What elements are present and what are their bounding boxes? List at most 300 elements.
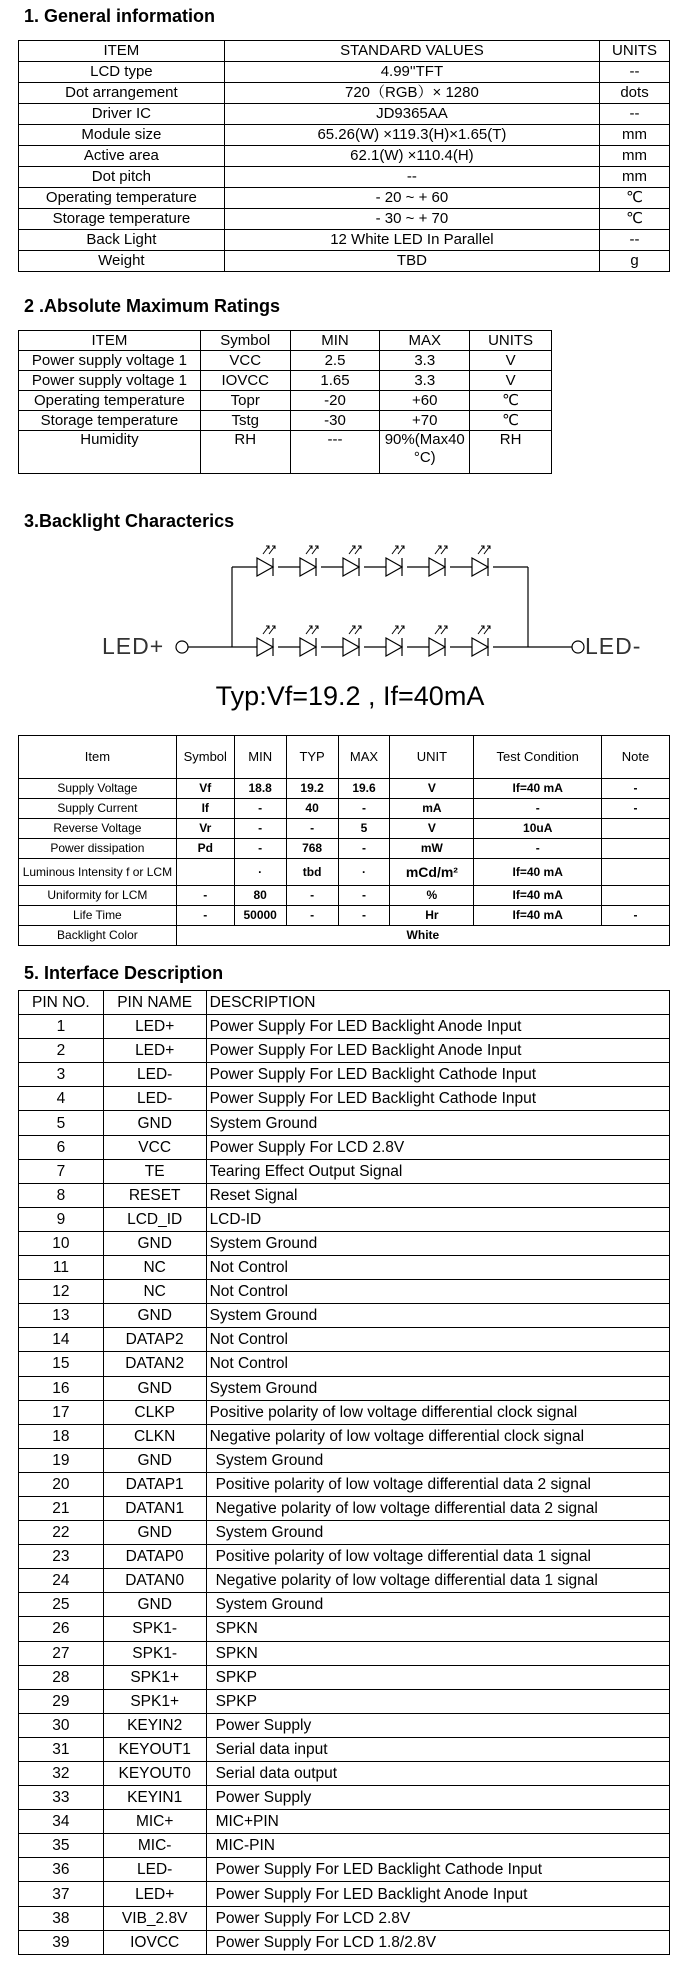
light-ray-icon bbox=[355, 546, 361, 554]
table-cell: If=40 mA bbox=[474, 859, 602, 886]
table-row bbox=[19, 1135, 670, 1159]
table-cell: System Ground bbox=[206, 1448, 669, 1472]
table-row bbox=[19, 839, 670, 859]
table-cell: 3.3 bbox=[380, 371, 470, 391]
table-cell: 12 White LED In Parallel bbox=[224, 230, 599, 251]
table-cell: 40 bbox=[286, 799, 338, 819]
table-cell: Power dissipation bbox=[19, 839, 177, 859]
table-cell: SPKN bbox=[206, 1641, 669, 1665]
table-cell: +60 bbox=[380, 391, 470, 411]
table-cell: Topr bbox=[200, 391, 290, 411]
table-cell: 27 bbox=[19, 1641, 104, 1665]
table-cell: 2.5 bbox=[290, 351, 380, 371]
table-cell: 19.6 bbox=[338, 779, 390, 799]
table-cell: SPKN bbox=[206, 1617, 669, 1641]
light-ray-icon bbox=[478, 546, 484, 554]
table-row bbox=[19, 1496, 670, 1520]
table-cell: 19 bbox=[19, 1448, 104, 1472]
table-cell: mA bbox=[390, 799, 474, 819]
table-cell: - bbox=[602, 779, 670, 799]
light-ray-icon bbox=[312, 626, 318, 634]
table-cell bbox=[602, 859, 670, 886]
table-cell: DATAP1 bbox=[103, 1472, 206, 1496]
table-cell: Serial data input bbox=[206, 1737, 669, 1761]
table-cell: 20 bbox=[19, 1472, 104, 1496]
table-cell: - bbox=[286, 906, 338, 926]
table-cell: ℃ bbox=[600, 209, 670, 230]
terminal-minus bbox=[572, 641, 584, 653]
table-cell: RESET bbox=[103, 1183, 206, 1207]
table-cell: LCD-ID bbox=[206, 1207, 669, 1231]
table-cell: KEYIN1 bbox=[103, 1786, 206, 1810]
table-cell: LED- bbox=[103, 1087, 206, 1111]
table-cell: KEYIN2 bbox=[103, 1713, 206, 1737]
table-header bbox=[19, 41, 670, 62]
table-cell: Tearing Effect Output Signal bbox=[206, 1159, 669, 1183]
table-cell: - bbox=[234, 819, 286, 839]
table-row bbox=[19, 1713, 670, 1737]
table-cell: DATAN1 bbox=[103, 1496, 206, 1520]
table-cell: - bbox=[286, 886, 338, 906]
light-ray-icon bbox=[355, 626, 361, 634]
table-row bbox=[19, 230, 670, 251]
table-cell: 18.8 bbox=[234, 779, 286, 799]
table-cell: 35 bbox=[19, 1834, 104, 1858]
table-row bbox=[19, 1521, 670, 1545]
light-ray-icon bbox=[392, 546, 398, 554]
table-cell: -20 bbox=[290, 391, 380, 411]
table-row bbox=[19, 1882, 670, 1906]
light-ray-icon bbox=[263, 546, 269, 554]
table-row bbox=[19, 1906, 670, 1930]
light-ray-icon bbox=[269, 626, 275, 634]
table-cell: ℃ bbox=[600, 188, 670, 209]
interface-table bbox=[18, 990, 670, 1955]
header-cell: PIN NO. bbox=[19, 991, 104, 1015]
table-cell: 14 bbox=[19, 1328, 104, 1352]
table-cell: Power Supply For LCD 2.8V bbox=[206, 1906, 669, 1930]
table-cell: MIC-PIN bbox=[206, 1834, 669, 1858]
table-row bbox=[19, 1617, 670, 1641]
header-cell: UNITS bbox=[600, 41, 670, 62]
table-cell: 38 bbox=[19, 1906, 104, 1930]
table-cell: 23 bbox=[19, 1545, 104, 1569]
table-cell: 32 bbox=[19, 1762, 104, 1786]
table-cell: 30 bbox=[19, 1713, 104, 1737]
light-ray-icon bbox=[398, 626, 404, 634]
table-row bbox=[19, 1834, 670, 1858]
table-cell: - bbox=[176, 886, 234, 906]
table-cell: VCC bbox=[200, 351, 290, 371]
table-cell: 10uA bbox=[474, 819, 602, 839]
table-cell: Power Supply For LED Backlight Cathode Input bbox=[206, 1858, 669, 1882]
table-cell: CLKN bbox=[103, 1424, 206, 1448]
table-row bbox=[19, 1641, 670, 1665]
table-cell: - bbox=[234, 839, 286, 859]
table-row bbox=[19, 1545, 670, 1569]
table-row bbox=[19, 1063, 670, 1087]
table-cell: 26 bbox=[19, 1617, 104, 1641]
table-cell: Positive polarity of low voltage differential data 1 signal bbox=[206, 1545, 669, 1569]
table-row bbox=[19, 906, 670, 926]
table-cell: ℃ bbox=[470, 411, 552, 431]
table-cell: V bbox=[470, 371, 552, 391]
table-cell: TBD bbox=[224, 251, 599, 272]
table-row bbox=[19, 1424, 670, 1448]
table-cell: RH bbox=[470, 431, 552, 474]
table-cell: GND bbox=[103, 1593, 206, 1617]
table-cell: - bbox=[338, 906, 390, 926]
table-cell bbox=[602, 839, 670, 859]
table-row bbox=[19, 1087, 670, 1111]
table-cell: 18 bbox=[19, 1424, 104, 1448]
table-cell: Not Control bbox=[206, 1280, 669, 1304]
table-cell: Not Control bbox=[206, 1256, 669, 1280]
table-cell: mW bbox=[390, 839, 474, 859]
table-row bbox=[19, 1159, 670, 1183]
header-cell: Item bbox=[19, 736, 177, 779]
table-cell: Power Supply For LED Backlight Anode Input bbox=[206, 1882, 669, 1906]
table-cell: 19.2 bbox=[286, 779, 338, 799]
table-cell: Humidity bbox=[19, 431, 201, 474]
table-cell: Module size bbox=[19, 125, 225, 146]
table-row bbox=[19, 167, 670, 188]
table-row bbox=[19, 1762, 670, 1786]
table-cell: mm bbox=[600, 125, 670, 146]
table-cell: Storage temperature bbox=[19, 209, 225, 230]
table-cell: 7 bbox=[19, 1159, 104, 1183]
table-cell: System Ground bbox=[206, 1304, 669, 1328]
light-ray-icon bbox=[269, 546, 275, 554]
table-cell: 50000 bbox=[234, 906, 286, 926]
table-cell: GND bbox=[103, 1521, 206, 1545]
table-cell: DATAP2 bbox=[103, 1328, 206, 1352]
table-cell: -- bbox=[600, 62, 670, 83]
table-row bbox=[19, 1689, 670, 1713]
table-cell: If=40 mA bbox=[474, 886, 602, 906]
table-row bbox=[19, 1569, 670, 1593]
table-cell: -- bbox=[600, 104, 670, 125]
table-cell: IOVCC bbox=[200, 371, 290, 391]
table-cell: Power Supply For LED Backlight Anode Input bbox=[206, 1015, 669, 1039]
section-title-max-ratings: 2 .Absolute Maximum Ratings bbox=[24, 296, 281, 316]
table-row bbox=[19, 1207, 670, 1231]
table-cell: RH bbox=[200, 431, 290, 474]
table-cell: Power Supply bbox=[206, 1713, 669, 1737]
table-row bbox=[19, 779, 670, 799]
typical-values: Typ:Vf=19.2 , If=40mA bbox=[215, 681, 485, 711]
table-cell: Negative polarity of low voltage differential data 2 signal bbox=[206, 1496, 669, 1520]
table-cell: Back Light bbox=[19, 230, 225, 251]
table-cell: 9 bbox=[19, 1207, 104, 1231]
table-header bbox=[19, 991, 670, 1015]
table-cell: 1.65 bbox=[290, 371, 380, 391]
table-cell: Positive polarity of low voltage differential data 2 signal bbox=[206, 1472, 669, 1496]
table-cell bbox=[176, 859, 234, 886]
table-cell: 28 bbox=[19, 1665, 104, 1689]
section-title-backlight: 3.Backlight Characterics bbox=[24, 511, 235, 531]
light-ray-icon bbox=[441, 546, 447, 554]
table-cell: 22 bbox=[19, 1521, 104, 1545]
table-cell: Power supply voltage 1 bbox=[19, 371, 201, 391]
table-cell: Supply Voltage bbox=[19, 779, 177, 799]
table-cell bbox=[602, 886, 670, 906]
table-cell: 10 bbox=[19, 1231, 104, 1255]
table-cell: GND bbox=[103, 1376, 206, 1400]
table-cell: 34 bbox=[19, 1810, 104, 1834]
table-cell: SPK1- bbox=[103, 1617, 206, 1641]
header-cell: STANDARD VALUES bbox=[224, 41, 599, 62]
table-row bbox=[19, 886, 670, 906]
led-minus-label: LED- bbox=[585, 633, 642, 659]
table-row bbox=[19, 1593, 670, 1617]
table-cell: Reverse Voltage bbox=[19, 819, 177, 839]
table-cell: Driver IC bbox=[19, 104, 225, 125]
header-cell: MIN bbox=[290, 331, 380, 351]
table-cell: --- bbox=[290, 431, 380, 474]
table-cell bbox=[602, 819, 670, 839]
section-title-general: 1. General information bbox=[24, 6, 216, 26]
table-header bbox=[19, 736, 670, 779]
table-row bbox=[19, 1256, 670, 1280]
table-cell: 65.26(W) ×119.3(H)×1.65(T) bbox=[224, 125, 599, 146]
table-row bbox=[19, 1328, 670, 1352]
table-row bbox=[19, 1304, 670, 1328]
table-cell: 1 bbox=[19, 1015, 104, 1039]
table-cell: - bbox=[338, 886, 390, 906]
table-row bbox=[19, 1930, 670, 1954]
table-cell: 29 bbox=[19, 1689, 104, 1713]
table-row bbox=[19, 1280, 670, 1304]
table-cell: Hr bbox=[390, 906, 474, 926]
table-cell: KEYOUT0 bbox=[103, 1762, 206, 1786]
header-cell: Test Condition bbox=[474, 736, 602, 779]
table-cell: SPKP bbox=[206, 1665, 669, 1689]
table-row bbox=[19, 1231, 670, 1255]
table-row bbox=[19, 104, 670, 125]
header-cell: PIN NAME bbox=[103, 991, 206, 1015]
table-cell: mm bbox=[600, 146, 670, 167]
table-cell: GND bbox=[103, 1448, 206, 1472]
table-cell: Uniformity for LCM bbox=[19, 886, 177, 906]
light-ray-icon bbox=[306, 626, 312, 634]
table-cell: Luminous Intensity f or LCM bbox=[19, 859, 177, 886]
general-info-table bbox=[18, 40, 670, 272]
table-cell: NC bbox=[103, 1256, 206, 1280]
table-cell: DATAP0 bbox=[103, 1545, 206, 1569]
table-cell: 13 bbox=[19, 1304, 104, 1328]
header-cell: MAX bbox=[380, 331, 470, 351]
table-cell: Power supply voltage 1 bbox=[19, 351, 201, 371]
table-row bbox=[19, 1786, 670, 1810]
table-cell: mCd/m² bbox=[390, 859, 474, 886]
table-row bbox=[19, 411, 552, 431]
table-cell: -- bbox=[224, 167, 599, 188]
table-cell: 768 bbox=[286, 839, 338, 859]
table-cell: 2 bbox=[19, 1039, 104, 1063]
table-row bbox=[19, 1111, 670, 1135]
header-cell: UNIT bbox=[390, 736, 474, 779]
table-cell: - bbox=[286, 819, 338, 839]
light-ray-icon bbox=[435, 626, 441, 634]
table-row bbox=[19, 1376, 670, 1400]
table-cell: 24 bbox=[19, 1569, 104, 1593]
table-cell: V bbox=[390, 779, 474, 799]
table-row bbox=[19, 1183, 670, 1207]
table-cell: Vf bbox=[176, 779, 234, 799]
header-cell: Symbol bbox=[176, 736, 234, 779]
table-row bbox=[19, 1039, 670, 1063]
table-cell: % bbox=[390, 886, 474, 906]
table-cell: Power Supply For LCD 2.8V bbox=[206, 1135, 669, 1159]
table-cell: ℃ bbox=[470, 391, 552, 411]
table-cell: Positive polarity of low voltage differential clock signal bbox=[206, 1400, 669, 1424]
table-header bbox=[19, 331, 552, 351]
light-ray-icon bbox=[435, 546, 441, 554]
table-cell: LCD type bbox=[19, 62, 225, 83]
table-row bbox=[19, 391, 552, 411]
table-cell: 3.3 bbox=[380, 351, 470, 371]
table-cell: - bbox=[474, 839, 602, 859]
table-cell: g bbox=[600, 251, 670, 272]
table-row bbox=[19, 1810, 670, 1834]
table-cell: Serial data output bbox=[206, 1762, 669, 1786]
table-cell: NC bbox=[103, 1280, 206, 1304]
table-row bbox=[19, 1015, 670, 1039]
table-cell: Dot arrangement bbox=[19, 83, 225, 104]
max-ratings-table bbox=[18, 330, 552, 474]
table-cell: Power Supply For LED Backlight Anode Input bbox=[206, 1039, 669, 1063]
table-cell: LCD_ID bbox=[103, 1207, 206, 1231]
table-cell: 21 bbox=[19, 1496, 104, 1520]
light-ray-icon bbox=[484, 626, 490, 634]
table-cell: IOVCC bbox=[103, 1930, 206, 1954]
table-cell: V bbox=[390, 819, 474, 839]
table-cell: - bbox=[234, 799, 286, 819]
table-row bbox=[19, 819, 670, 839]
table-cell: 80 bbox=[234, 886, 286, 906]
table-cell: 6 bbox=[19, 1135, 104, 1159]
table-cell: TE bbox=[103, 1159, 206, 1183]
table-cell: · bbox=[338, 859, 390, 886]
table-cell: -30 bbox=[290, 411, 380, 431]
table-row bbox=[19, 799, 670, 819]
table-cell: dots bbox=[600, 83, 670, 104]
light-ray-icon bbox=[398, 546, 404, 554]
table-cell: Negative polarity of low voltage differential data 1 signal bbox=[206, 1569, 669, 1593]
table-cell: 15 bbox=[19, 1352, 104, 1376]
table-cell: 31 bbox=[19, 1737, 104, 1761]
header-cell: UNITS bbox=[470, 331, 552, 351]
table-cell: Power Supply For LED Backlight Cathode Input bbox=[206, 1087, 669, 1111]
table-cell: SPK1- bbox=[103, 1641, 206, 1665]
light-ray-icon bbox=[441, 626, 447, 634]
table-row bbox=[19, 351, 552, 371]
table-cell: System Ground bbox=[206, 1521, 669, 1545]
table-cell: GND bbox=[103, 1111, 206, 1135]
table-cell: 4 bbox=[19, 1087, 104, 1111]
table-cell: Pd bbox=[176, 839, 234, 859]
table-cell: Active area bbox=[19, 146, 225, 167]
table-cell: 3 bbox=[19, 1063, 104, 1087]
header-cell: MAX bbox=[338, 736, 390, 779]
table-cell: Reset Signal bbox=[206, 1183, 669, 1207]
table-cell: 90%(Max40 °C) bbox=[380, 431, 470, 474]
table-cell: If bbox=[176, 799, 234, 819]
table-cell: MIC+PIN bbox=[206, 1810, 669, 1834]
table-cell: 17 bbox=[19, 1400, 104, 1424]
header-cell: TYP bbox=[286, 736, 338, 779]
table-cell: 5 bbox=[338, 819, 390, 839]
table-row bbox=[19, 251, 670, 272]
table-cell: Negative polarity of low voltage differential clock signal bbox=[206, 1424, 669, 1448]
table-row bbox=[19, 83, 670, 104]
table-row bbox=[19, 431, 552, 474]
table-cell: 5 bbox=[19, 1111, 104, 1135]
table-cell: If=40 mA bbox=[474, 779, 602, 799]
table-cell: Weight bbox=[19, 251, 225, 272]
table-cell: 4.99''TFT bbox=[224, 62, 599, 83]
table-cell: - 30 ~ + 70 bbox=[224, 209, 599, 230]
table-cell: Storage temperature bbox=[19, 411, 201, 431]
led-plus-label: LED+ bbox=[102, 633, 165, 659]
table-cell: SPK1+ bbox=[103, 1665, 206, 1689]
table-cell: - bbox=[176, 906, 234, 926]
table-row bbox=[19, 209, 670, 230]
table-cell: Operating temperature bbox=[19, 188, 225, 209]
table-row bbox=[19, 188, 670, 209]
table-row bbox=[19, 926, 670, 946]
table-row bbox=[19, 1400, 670, 1424]
table-cell: MIC+ bbox=[103, 1810, 206, 1834]
table-cell: 720（RGB）× 1280 bbox=[224, 83, 599, 104]
table-cell: V bbox=[470, 351, 552, 371]
table-cell: SPK1+ bbox=[103, 1689, 206, 1713]
table-cell: · bbox=[234, 859, 286, 886]
table-cell: JD9365AA bbox=[224, 104, 599, 125]
table-cell: 62.1(W) ×110.4(H) bbox=[224, 146, 599, 167]
terminal-plus bbox=[176, 641, 188, 653]
table-cell: VIB_2.8V bbox=[103, 1906, 206, 1930]
table-cell: Power Supply For LCD 1.8/2.8V bbox=[206, 1930, 669, 1954]
table-cell: GND bbox=[103, 1231, 206, 1255]
table-row bbox=[19, 1472, 670, 1496]
table-cell: 37 bbox=[19, 1882, 104, 1906]
table-cell: - bbox=[474, 799, 602, 819]
table-cell: CLKP bbox=[103, 1400, 206, 1424]
table-cell: KEYOUT1 bbox=[103, 1737, 206, 1761]
table-cell: GND bbox=[103, 1304, 206, 1328]
table-cell: LED- bbox=[103, 1858, 206, 1882]
table-row bbox=[19, 1352, 670, 1376]
table-cell: 12 bbox=[19, 1280, 104, 1304]
table-cell: VCC bbox=[103, 1135, 206, 1159]
light-ray-icon bbox=[306, 546, 312, 554]
table-row bbox=[19, 125, 670, 146]
table-row bbox=[19, 859, 670, 886]
header-cell: ITEM bbox=[19, 331, 201, 351]
table-cell: Dot pitch bbox=[19, 167, 225, 188]
header-cell: ITEM bbox=[19, 41, 225, 62]
table-cell: LED+ bbox=[103, 1015, 206, 1039]
table-cell: DATAN0 bbox=[103, 1569, 206, 1593]
table-cell: System Ground bbox=[206, 1593, 669, 1617]
table-cell: mm bbox=[600, 167, 670, 188]
header-cell: Symbol bbox=[200, 331, 290, 351]
table-cell: DATAN2 bbox=[103, 1352, 206, 1376]
table-cell: LED+ bbox=[103, 1039, 206, 1063]
table-cell: Not Control bbox=[206, 1328, 669, 1352]
